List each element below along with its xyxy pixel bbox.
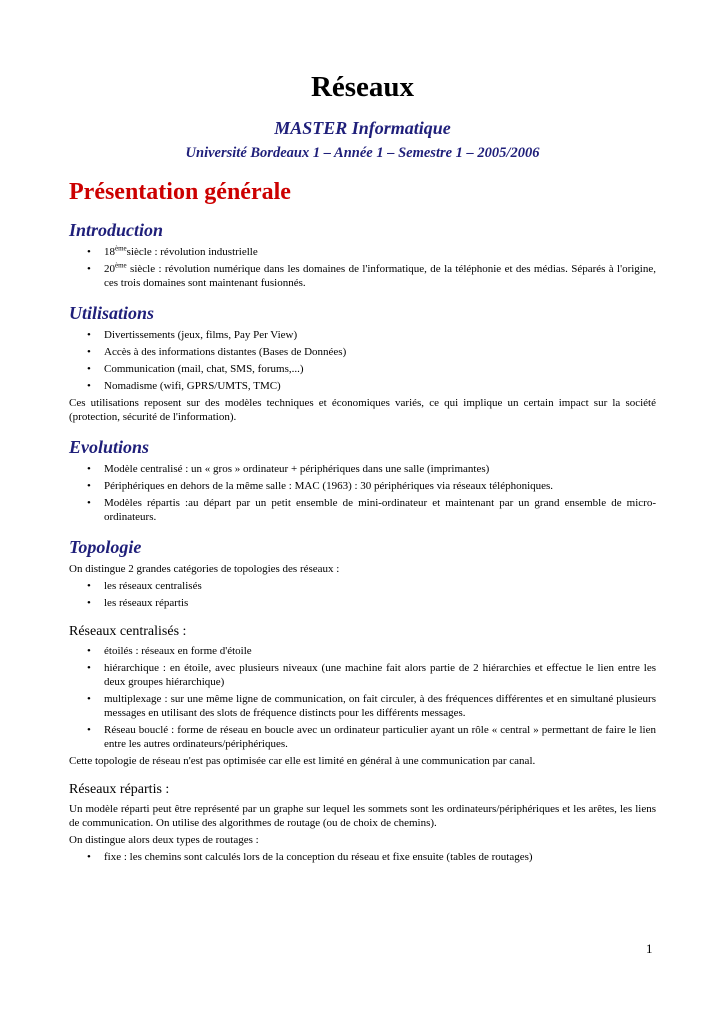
list-item: • fixe : les chemins sont calculés lors de la conception du réseau et fixe ensuite (tables de routages) bbox=[87, 851, 533, 863]
bullet-icon: • bbox=[87, 346, 91, 358]
document-affiliation: Université Bordeaux 1 – Année 1 – Semestre 1 – 2005/2006 bbox=[185, 145, 540, 161]
repartis-paragraph-2: On distingue alors deux types de routages : bbox=[69, 834, 259, 846]
utilisations-list bbox=[69, 328, 656, 393]
list-item: • Modèle centralisé : un « gros » ordinateur + périphériques dans une salle (imprimantes) bbox=[87, 463, 490, 475]
heading-reseaux-centralises: Réseaux centralisés : bbox=[69, 624, 187, 639]
topologie-intro: On distingue 2 grandes catégories de topologies des réseaux : bbox=[69, 563, 340, 575]
bullet-icon: • bbox=[87, 597, 91, 609]
bullet-icon: • bbox=[87, 463, 91, 475]
list-item: • Divertissements (jeux, films, Pay Per View) bbox=[87, 329, 298, 341]
list-item: • Réseau bouclé : forme de réseau en boucle avec un ordinateur particulier ayant un rôle « central » permettant de faire le lien entre les autres ordinateurs/périphériques. bbox=[87, 724, 656, 750]
heading-introduction: Introduction bbox=[69, 220, 164, 240]
document-page bbox=[69, 70, 656, 867]
list-item: • Accès à des informations distantes (Bases de Données) bbox=[87, 346, 347, 358]
bullet-icon: • bbox=[87, 246, 91, 258]
bullet-icon: • bbox=[87, 724, 91, 736]
bullet-icon: • bbox=[87, 329, 91, 341]
centralises-list bbox=[69, 644, 656, 751]
heading-reseaux-repartis: Réseaux répartis : bbox=[69, 782, 170, 797]
repartis-list bbox=[69, 850, 656, 864]
list-item: • 20ème siècle : révolution numérique dans les domaines de l'informatique, de la téléphonie et des médias. Séparés à l'origine, ces trois domaines sont maintenant fusionnés. bbox=[87, 261, 656, 289]
heading-topologie: Topologie bbox=[69, 537, 142, 557]
bullet-icon: • bbox=[87, 580, 91, 592]
repartis-paragraph-1: Un modèle réparti peut être représenté par un graphe sur lequel les sommets sont les ordinateurs/périphériques et les arêtes, les liens de communication. On utilise des algorithmes de routage (ou de choix de chemins). bbox=[69, 803, 656, 829]
bullet-icon: • bbox=[87, 693, 91, 705]
list-item: • Périphériques en dehors de la même salle : MAC (1963) : 30 périphériques via réseaux téléphoniques. bbox=[87, 480, 554, 492]
bullet-icon: • bbox=[87, 363, 91, 375]
topologie-list bbox=[69, 579, 656, 610]
section-title: Présentation générale bbox=[69, 179, 291, 205]
list-item: • étoilés : réseaux en forme d'étoile bbox=[87, 645, 252, 657]
introduction-list bbox=[69, 245, 656, 290]
evolutions-list bbox=[69, 462, 656, 524]
bullet-icon: • bbox=[87, 380, 91, 392]
list-item: • 18èmesiècle : révolution industrielle bbox=[87, 244, 258, 258]
bullet-icon: • bbox=[87, 662, 91, 674]
heading-evolutions: Evolutions bbox=[69, 437, 150, 457]
list-item: • les réseaux répartis bbox=[87, 597, 189, 609]
bullet-icon: • bbox=[87, 645, 91, 657]
utilisations-paragraph: Ces utilisations reposent sur des modèles techniques et économiques variés, ce qui implique un certain impact sur la société (protection, sécurité de l'information). bbox=[69, 397, 656, 423]
list-item: • Nomadisme (wifi, GPRS/UMTS, TMC) bbox=[87, 380, 281, 392]
bullet-icon: • bbox=[87, 497, 91, 509]
document-subtitle: MASTER Informatique bbox=[274, 118, 451, 138]
document-title: Réseaux bbox=[310, 71, 415, 103]
bullet-icon: • bbox=[87, 263, 91, 275]
list-item: • hiérarchique : en étoile, avec plusieurs niveaux (une machine fait alors partie de 2 hiérarchies et effectue le lien entre les deux groupes hiérarchique) bbox=[87, 662, 656, 688]
centralises-paragraph: Cette topologie de réseau n'est pas optimisée car elle est limité en général à une communication par canal. bbox=[69, 755, 536, 767]
list-item: • multiplexage : sur une même ligne de communication, on fait circuler, à des fréquences différentes et en simultané plusieurs messages en utilisant des slots de fréquence distincts pour les différents messages. bbox=[87, 693, 656, 719]
list-item: • Modèles répartis :au départ par un petit ensemble de mini-ordinateur et maintenant par un grand ensemble de micro-ordinateurs. bbox=[87, 497, 656, 523]
list-item: • les réseaux centralisés bbox=[87, 580, 202, 592]
heading-utilisations: Utilisations bbox=[69, 303, 155, 323]
page-number: 1 bbox=[646, 941, 653, 956]
bullet-icon: • bbox=[87, 480, 91, 492]
list-item: • Communication (mail, chat, SMS, forums,...) bbox=[87, 363, 304, 375]
bullet-icon: • bbox=[87, 851, 91, 863]
